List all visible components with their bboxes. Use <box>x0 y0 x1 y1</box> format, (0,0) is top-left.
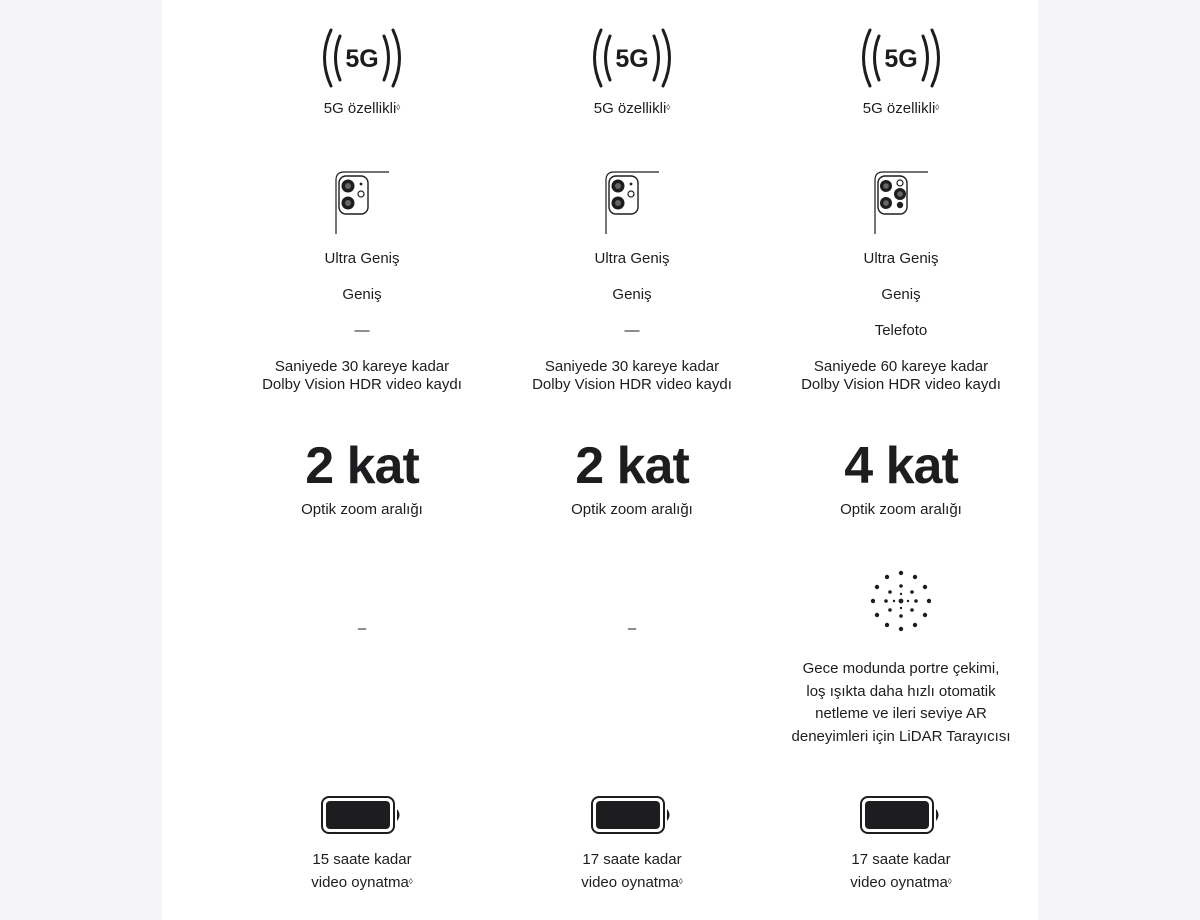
5g-icon <box>502 26 762 90</box>
5g-label: 5G özellikli◊ <box>862 100 940 117</box>
battery-icon <box>771 795 1031 835</box>
lidar-line: netleme ve ileri seviye AR <box>815 705 987 722</box>
zoom-label: Optik zoom aralığı <box>301 501 423 518</box>
svg-text:5G: 5G <box>884 45 918 73</box>
lens-wide: Geniş <box>612 286 652 303</box>
battery-icon <box>232 795 492 835</box>
lens-wide: Geniş <box>342 286 382 303</box>
battery-icon <box>502 795 762 835</box>
lens-telephoto: — <box>624 322 640 339</box>
video-line-2: Dolby Vision HDR video kaydı <box>532 376 732 393</box>
battery-line-1: 17 saate kadar <box>582 851 682 868</box>
zoom-label: Optik zoom aralığı <box>840 501 962 518</box>
lidar-description <box>771 658 1031 748</box>
lidar-not-available: – <box>627 620 637 637</box>
video-recording-spec <box>232 358 492 394</box>
battery-line-2: video oynatma◊ <box>581 873 683 891</box>
5g-label: 5G özellikli◊ <box>323 100 401 117</box>
comparison-page <box>162 0 1038 920</box>
5g-icon <box>771 26 1031 90</box>
video-line-1: Saniyede 30 kareye kadar <box>274 358 450 375</box>
lens-ultra-wide: Ultra Geniş <box>594 250 670 267</box>
5g-label: 5G özellikli◊ <box>593 100 671 117</box>
model-column-3 <box>771 0 1031 920</box>
lens-telephoto: — <box>354 322 370 339</box>
video-line-1: Saniyede 30 kareye kadar <box>544 358 720 375</box>
battery-label <box>232 849 492 894</box>
lidar-not-available: – <box>357 620 367 637</box>
camera-module-icon <box>502 170 762 236</box>
lidar-line: loş ışıkta daha hızlı otomatik <box>806 682 996 700</box>
model-column-1 <box>232 0 492 920</box>
model-column-2 <box>502 0 762 920</box>
video-line-2: Dolby Vision HDR video kaydı <box>262 376 462 393</box>
lidar-scanner-icon <box>771 568 1031 634</box>
battery-line-2: video oynatma◊ <box>850 873 952 891</box>
video-line-2: Dolby Vision HDR video kaydı <box>801 376 1001 393</box>
battery-label <box>502 849 762 894</box>
lidar-line: deneyimleri için LiDAR Tarayıcısı <box>791 727 1011 745</box>
battery-line-1: 17 saate kadar <box>851 851 951 868</box>
svg-text:5G: 5G <box>345 45 379 73</box>
lens-ultra-wide: Ultra Geniş <box>324 250 400 267</box>
battery-label <box>771 849 1031 894</box>
zoom-value: 4 kat <box>844 437 958 495</box>
zoom-value: 2 kat <box>305 437 419 495</box>
camera-module-icon <box>232 170 492 236</box>
zoom-value: 2 kat <box>575 437 689 495</box>
svg-text:5G: 5G <box>615 45 649 73</box>
battery-line-2: video oynatma◊ <box>311 873 413 891</box>
lidar-line: Gece modunda portre çekimi, <box>802 660 1000 677</box>
video-recording-spec <box>771 358 1031 394</box>
lens-telephoto: Telefoto <box>874 322 928 339</box>
video-line-1: Saniyede 60 kareye kadar <box>813 358 989 375</box>
lens-ultra-wide: Ultra Geniş <box>863 250 939 267</box>
video-recording-spec <box>502 358 762 394</box>
zoom-label: Optik zoom aralığı <box>571 501 693 518</box>
camera-module-icon <box>771 170 1031 236</box>
battery-line-1: 15 saate kadar <box>312 851 412 868</box>
5g-icon <box>232 26 492 90</box>
lens-wide: Geniş <box>881 286 921 303</box>
